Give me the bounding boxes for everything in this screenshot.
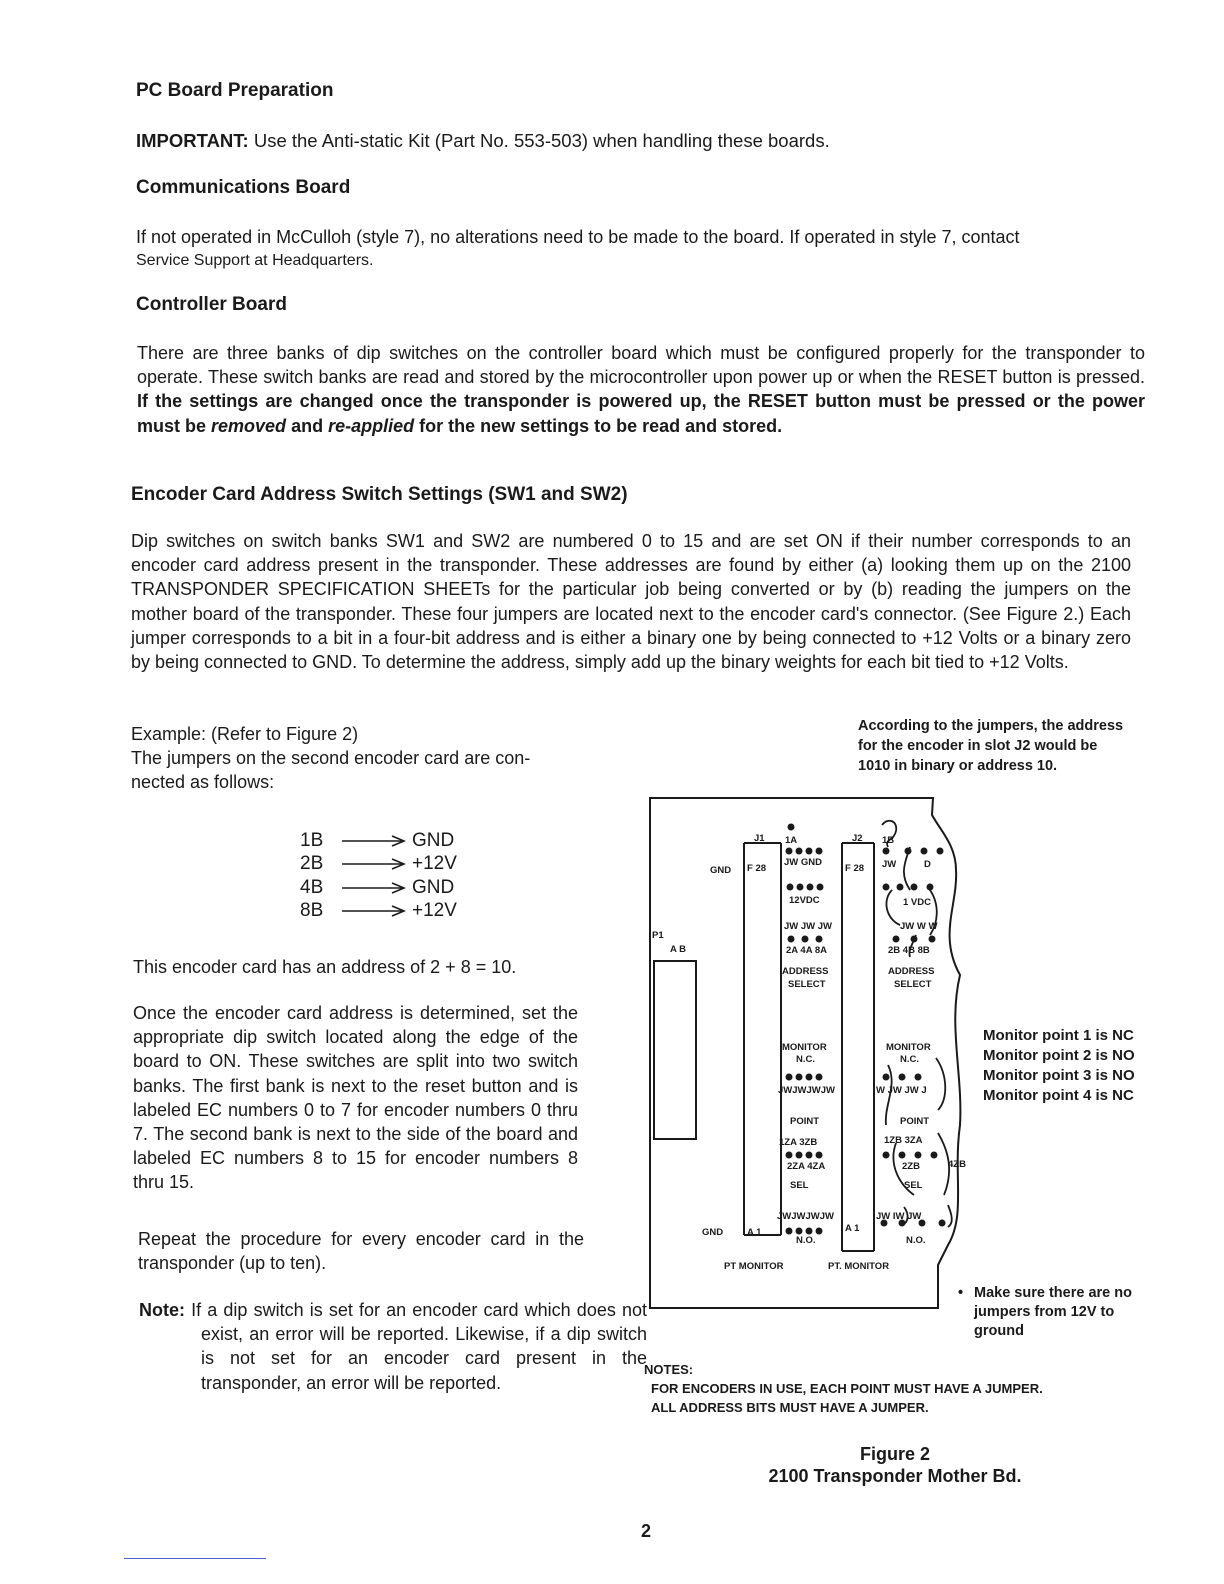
jumper-annotation [858, 716, 1123, 776]
footer-rule [124, 1558, 266, 1559]
encoder-heading: Encoder Card Address Switch Settings (SW1 and SW2) [131, 484, 628, 505]
label-1za-3zb: 1ZA 3ZB [779, 1137, 818, 1148]
repeat-paragraph: Repeat the procedure for every encoder card in the transponder (up to ten). [138, 1229, 584, 1274]
monitor-note: Monitor point 3 is NO [983, 1067, 1135, 1084]
example-line-2: The jumpers on the second encoder card are con- [131, 748, 531, 769]
example-line-1: Example: (Refer to Figure 2) [131, 724, 359, 744]
mapping-to: GND [412, 876, 455, 898]
warning-line: jumpers from 12V to [974, 1304, 1115, 1320]
label-address-j2: ADDRESS [888, 966, 935, 977]
controller-warning-reapplied: re-applied [328, 415, 415, 436]
controller-text: There are three banks of dip switches on the controller board which must be configured properly for the transponder to operate. These switch banks are read and stored by the microcontroller upon power up or when the RESET button is pressed. [137, 343, 1145, 388]
mapping-from: 8B [300, 900, 324, 922]
monitor-point-notes [983, 1026, 1135, 1106]
mapping-row [300, 853, 457, 877]
connector-p1 [654, 961, 696, 1139]
label-nc-j1: N.C. [796, 1054, 815, 1065]
label-j2: J2 [852, 833, 863, 844]
communications-paragraph [136, 225, 1146, 273]
figure-caption-subtitle: 2100 Transponder Mother Bd. [768, 1466, 1022, 1486]
annotation-line: for the encoder in slot J2 would be [858, 738, 1098, 754]
label-w-jw-jw-j: W JW JW J [876, 1085, 927, 1096]
label-select-j1: SELECT [788, 979, 826, 990]
label-monitor-j1: MONITOR [782, 1042, 827, 1053]
label-sel-j2: SEL [904, 1180, 923, 1191]
label-1zb-3za: 1ZB 3ZA [884, 1135, 923, 1146]
communications-line-1: If not operated in McCulloh (style 7), no alterations need to be made to the board. If operated in style 7, contact [136, 227, 1020, 247]
note-text: If a dip switch is set for an encoder card which does not exist, an error will be reported. Likewise, if a dip switch is not set for an encoder card present in the transponder, an error will be reported. [185, 1300, 647, 1393]
label-no-j2: N.O. [906, 1235, 926, 1246]
label-gnd-bottom: GND [702, 1227, 724, 1238]
label-4zb: 4ZB [948, 1159, 966, 1170]
mother-board-diagram [648, 795, 978, 1315]
label-pt-monitor: PT MONITOR [724, 1261, 784, 1272]
annotation-line: 1010 in binary or address 10. [858, 758, 1058, 774]
mapping-from: 2B [300, 853, 324, 875]
mapping-row [300, 876, 457, 900]
label-jw-gnd: JW GND [784, 857, 822, 868]
label-1a: 1A [785, 835, 798, 846]
once-paragraph: Once the encoder card address is determined, set the appropriate dip switch located along the edge of the board to ON. These switches are split into two switch banks. The first bank is next to the reset button and is labeled EC numbers 0 to 7 for encoder numbers 0 thru 7. The second bank is next to the side of the board and labeled EC numbers 8 to 15 for encoder numbers 8 thru 15. [133, 1003, 578, 1193]
label-d: D [924, 859, 931, 870]
page-number: 2 [641, 1521, 652, 1541]
label-jw-w-w: JW W W [900, 921, 938, 932]
controller-warning-1: If the settings are changed once the transponder is powered up, the RESET button must be pressed or the power must be [137, 391, 1145, 436]
example-intro [131, 722, 591, 795]
label-monitor-j2: MONITOR [886, 1042, 931, 1053]
label-2za-4za: 2ZA 4ZA [787, 1161, 826, 1172]
important-label: IMPORTANT: [136, 130, 249, 151]
label-address-j1: ADDRESS [782, 966, 829, 977]
warning-line: Make sure there are no [974, 1285, 1132, 1301]
jumper-warning [958, 1284, 1132, 1341]
mapping-to: +12V [412, 900, 457, 922]
label-p1: P1 [652, 930, 664, 941]
notes-title: NOTES: [644, 1362, 694, 1377]
communications-line-2: Service Support at Headquarters. [136, 252, 374, 270]
label-a1-j2: A 1 [845, 1223, 860, 1234]
note-paragraph [139, 1298, 647, 1395]
label-12vdc: 12VDC [789, 895, 820, 906]
warning-line: ground [974, 1323, 1024, 1339]
label-ab: A B [670, 944, 687, 955]
label-jwjwjwjw: JWJWJWJW [778, 1085, 835, 1096]
label-f28-j1: F 28 [747, 863, 767, 874]
communications-heading: Communications Board [136, 177, 351, 198]
arrow-right-icon [342, 881, 406, 895]
controller-paragraph [137, 341, 1145, 438]
label-jwjwjwjw-bottom: JWJWJWJW [777, 1211, 834, 1222]
label-no-j1: N.O. [796, 1235, 816, 1246]
label-nc-j2: N.C. [900, 1054, 919, 1065]
controller-warning-2: and [286, 415, 329, 436]
encoder-paragraph: Dip switches on switch banks SW1 and SW2 are numbered 0 to 15 and are set ON if their number corresponds to an encoder card address present in the transponder. These addresses are found by either (a) looking them up on the 2100 TRANSPONDER SPECIFICATION SHEETs for the particular job being converted or by (b) reading the jumpers on the mother board of the transponder. These four jumpers are located next to the encoder card's connector. (See Figure 2.) Each jumper corresponds to a bit in a four-bit address and is either a binary one by being connected to +12 Volts or a binary zero by being connected to GND. To determine the address, simply add up the binary weights for each bit tied to +12 Volts. [131, 531, 1131, 673]
label-gnd-top: GND [710, 865, 732, 876]
label-1b: 1B [882, 835, 895, 846]
figure-caption [750, 1443, 1040, 1487]
monitor-note: Monitor point 1 is NC [983, 1027, 1134, 1044]
label-address-b: 2B 4B 8B [888, 945, 930, 956]
mapping-from: 4B [300, 876, 324, 898]
arrow-right-icon [342, 904, 406, 918]
label-pt-monitor-2: PT. MONITOR [828, 1261, 890, 1272]
notes-line: ALL ADDRESS BITS MUST HAVE A JUMPER. [651, 1400, 929, 1415]
mapping-to: GND [412, 829, 455, 851]
controller-warning-3: for the new settings to be read and stored. [414, 415, 783, 436]
label-vdc-partial: 1 VDC [903, 897, 931, 908]
arrow-right-icon [342, 834, 406, 848]
label-select-j2: SELECT [894, 979, 932, 990]
label-f28-j2: F 28 [845, 863, 865, 874]
example-line-3: nected as follows: [131, 772, 275, 793]
jumper-pins [786, 824, 946, 1235]
important-paragraph [136, 129, 830, 153]
monitor-note: Monitor point 4 is NC [983, 1087, 1134, 1104]
arrow-right-icon [342, 857, 406, 871]
section-heading-pc-board: PC Board Preparation [136, 80, 334, 101]
monitor-note: Monitor point 2 is NO [983, 1047, 1135, 1064]
label-jw-iw-jw: JW IW JW [876, 1211, 922, 1222]
label-point-j1: POINT [790, 1116, 820, 1127]
label-j1: J1 [754, 833, 765, 844]
mapping-row [300, 829, 457, 853]
label-a1-j1: A 1 [747, 1227, 762, 1238]
label-jw: JW [882, 859, 897, 870]
controller-warning-removed: removed [211, 415, 287, 436]
mapping-to: +12V [412, 853, 457, 875]
jumper-mapping [300, 829, 457, 923]
figure-caption-title: Figure 2 [859, 1444, 930, 1464]
bullet-icon: • [958, 1285, 964, 1301]
mapping-row [300, 900, 457, 924]
notes-line: FOR ENCODERS IN USE, EACH POINT MUST HAVE A JUMPER. [651, 1381, 1043, 1396]
label-point-j2: POINT [900, 1116, 930, 1127]
figure-notes [644, 1360, 1043, 1417]
mapping-from: 1B [300, 829, 324, 851]
annotation-line: According to the jumpers, the address [858, 718, 1124, 734]
label-address-a: 2A 4A 8A [786, 945, 828, 956]
address-result: This encoder card has an address of 2 + 8 = 10. [133, 957, 517, 977]
label-jw-jw-jw: JW JW JW [784, 921, 833, 932]
important-text: Use the Anti-static Kit (Part No. 553-503) when handling these boards. [248, 130, 830, 151]
controller-heading: Controller Board [136, 294, 287, 315]
label-2zb: 2ZB [902, 1161, 920, 1172]
label-sel-j1: SEL [790, 1180, 809, 1191]
note-label: Note: [139, 1300, 185, 1320]
